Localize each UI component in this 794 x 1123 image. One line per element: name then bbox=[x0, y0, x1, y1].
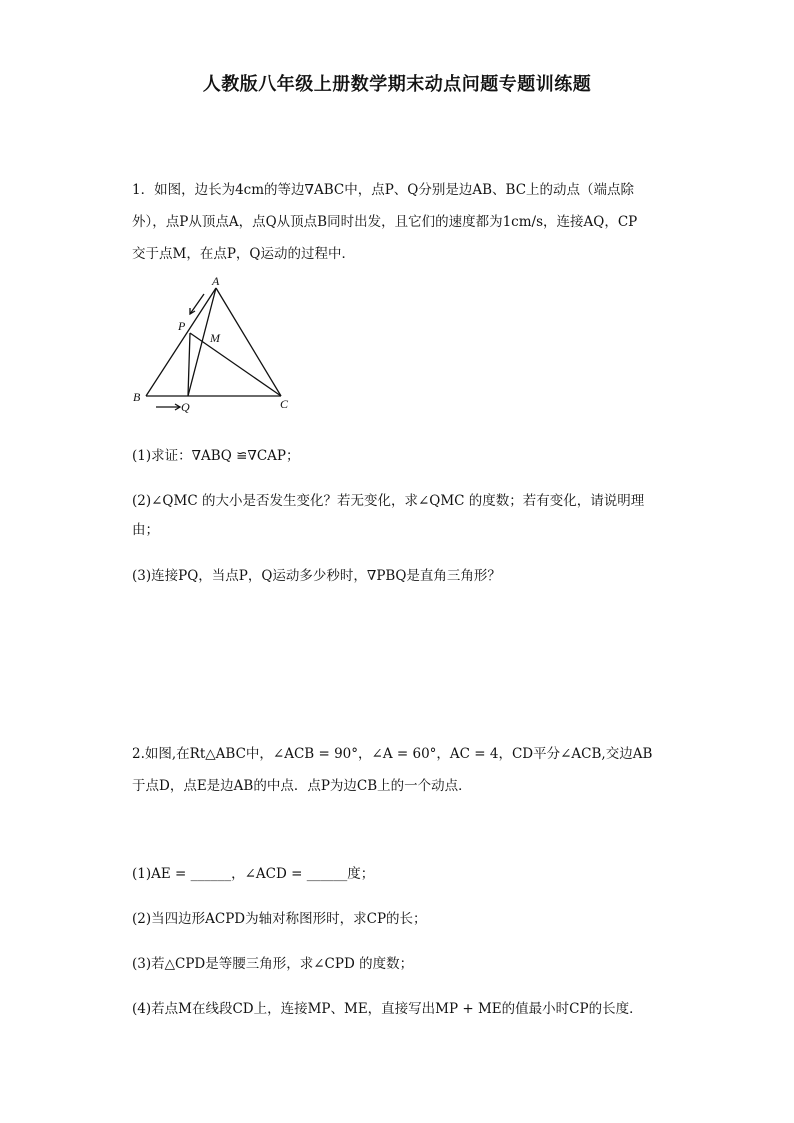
segment-cp bbox=[190, 333, 281, 396]
label-m: M bbox=[210, 331, 220, 345]
q2-part-4: (4)若点M在线段CD上，连接MP、ME，直接写出MP + ME的值最小时CP的长度． bbox=[132, 1001, 643, 1017]
q2-part-2: (2)当四边形ACPD为轴对称图形时，求CP的长； bbox=[132, 911, 427, 927]
arrow-ap bbox=[190, 294, 204, 314]
label-a: A bbox=[212, 276, 220, 288]
page-title: 人教版八年级上册数学期末动点问题专题训练题 bbox=[202, 74, 592, 95]
q1-line-1: 1．如图，边长为4cm的等边∇ABC中，点P、Q分别是边AB、BC上的动点（端点除 bbox=[132, 182, 635, 198]
label-c: C bbox=[280, 397, 289, 411]
q1-part-1: (1)求证：∇ABQ ≌∇CAP； bbox=[132, 448, 300, 464]
q2-line-1: 2.如图,在Rt△ABC中，∠ACB = 90°，∠A = 60°，AC = 4，CD平分∠ACB,交边AB bbox=[132, 746, 653, 762]
q2-part-1: (1)AE = ______，∠ACD = ______度； bbox=[132, 866, 375, 882]
edge-ab bbox=[146, 288, 216, 396]
label-q: Q bbox=[181, 400, 190, 414]
q1-line-2: 外），点P从顶点A，点Q从顶点B同时出发，且它们的速度都为1cm/s，连接AQ，CP bbox=[132, 214, 638, 230]
q1-part-3: (3)连接PQ，当点P，Q运动多少秒时，∇PBQ是直角三角形？ bbox=[132, 568, 501, 584]
q1-part-2: (2)∠QMC 的大小是否发生变化？若无变化，求∠QMC 的度数；若有变化，请说明理 bbox=[132, 493, 645, 509]
triangle-figure bbox=[128, 276, 308, 421]
q2-line-2: 于点D，点E是边AB的中点．点P为边CB上的一个动点． bbox=[132, 778, 472, 794]
q1-part-2-cont: 由； bbox=[132, 522, 159, 538]
q2-part-3: (3)若△CPD是等腰三角形，求∠CPD 的度数； bbox=[132, 956, 414, 972]
edge-ac bbox=[216, 288, 281, 396]
label-b: B bbox=[133, 390, 141, 404]
q1-line-3: 交于点M，在点P，Q运动的过程中． bbox=[132, 246, 355, 262]
segment-pq bbox=[188, 333, 190, 396]
label-p: P bbox=[178, 319, 186, 333]
